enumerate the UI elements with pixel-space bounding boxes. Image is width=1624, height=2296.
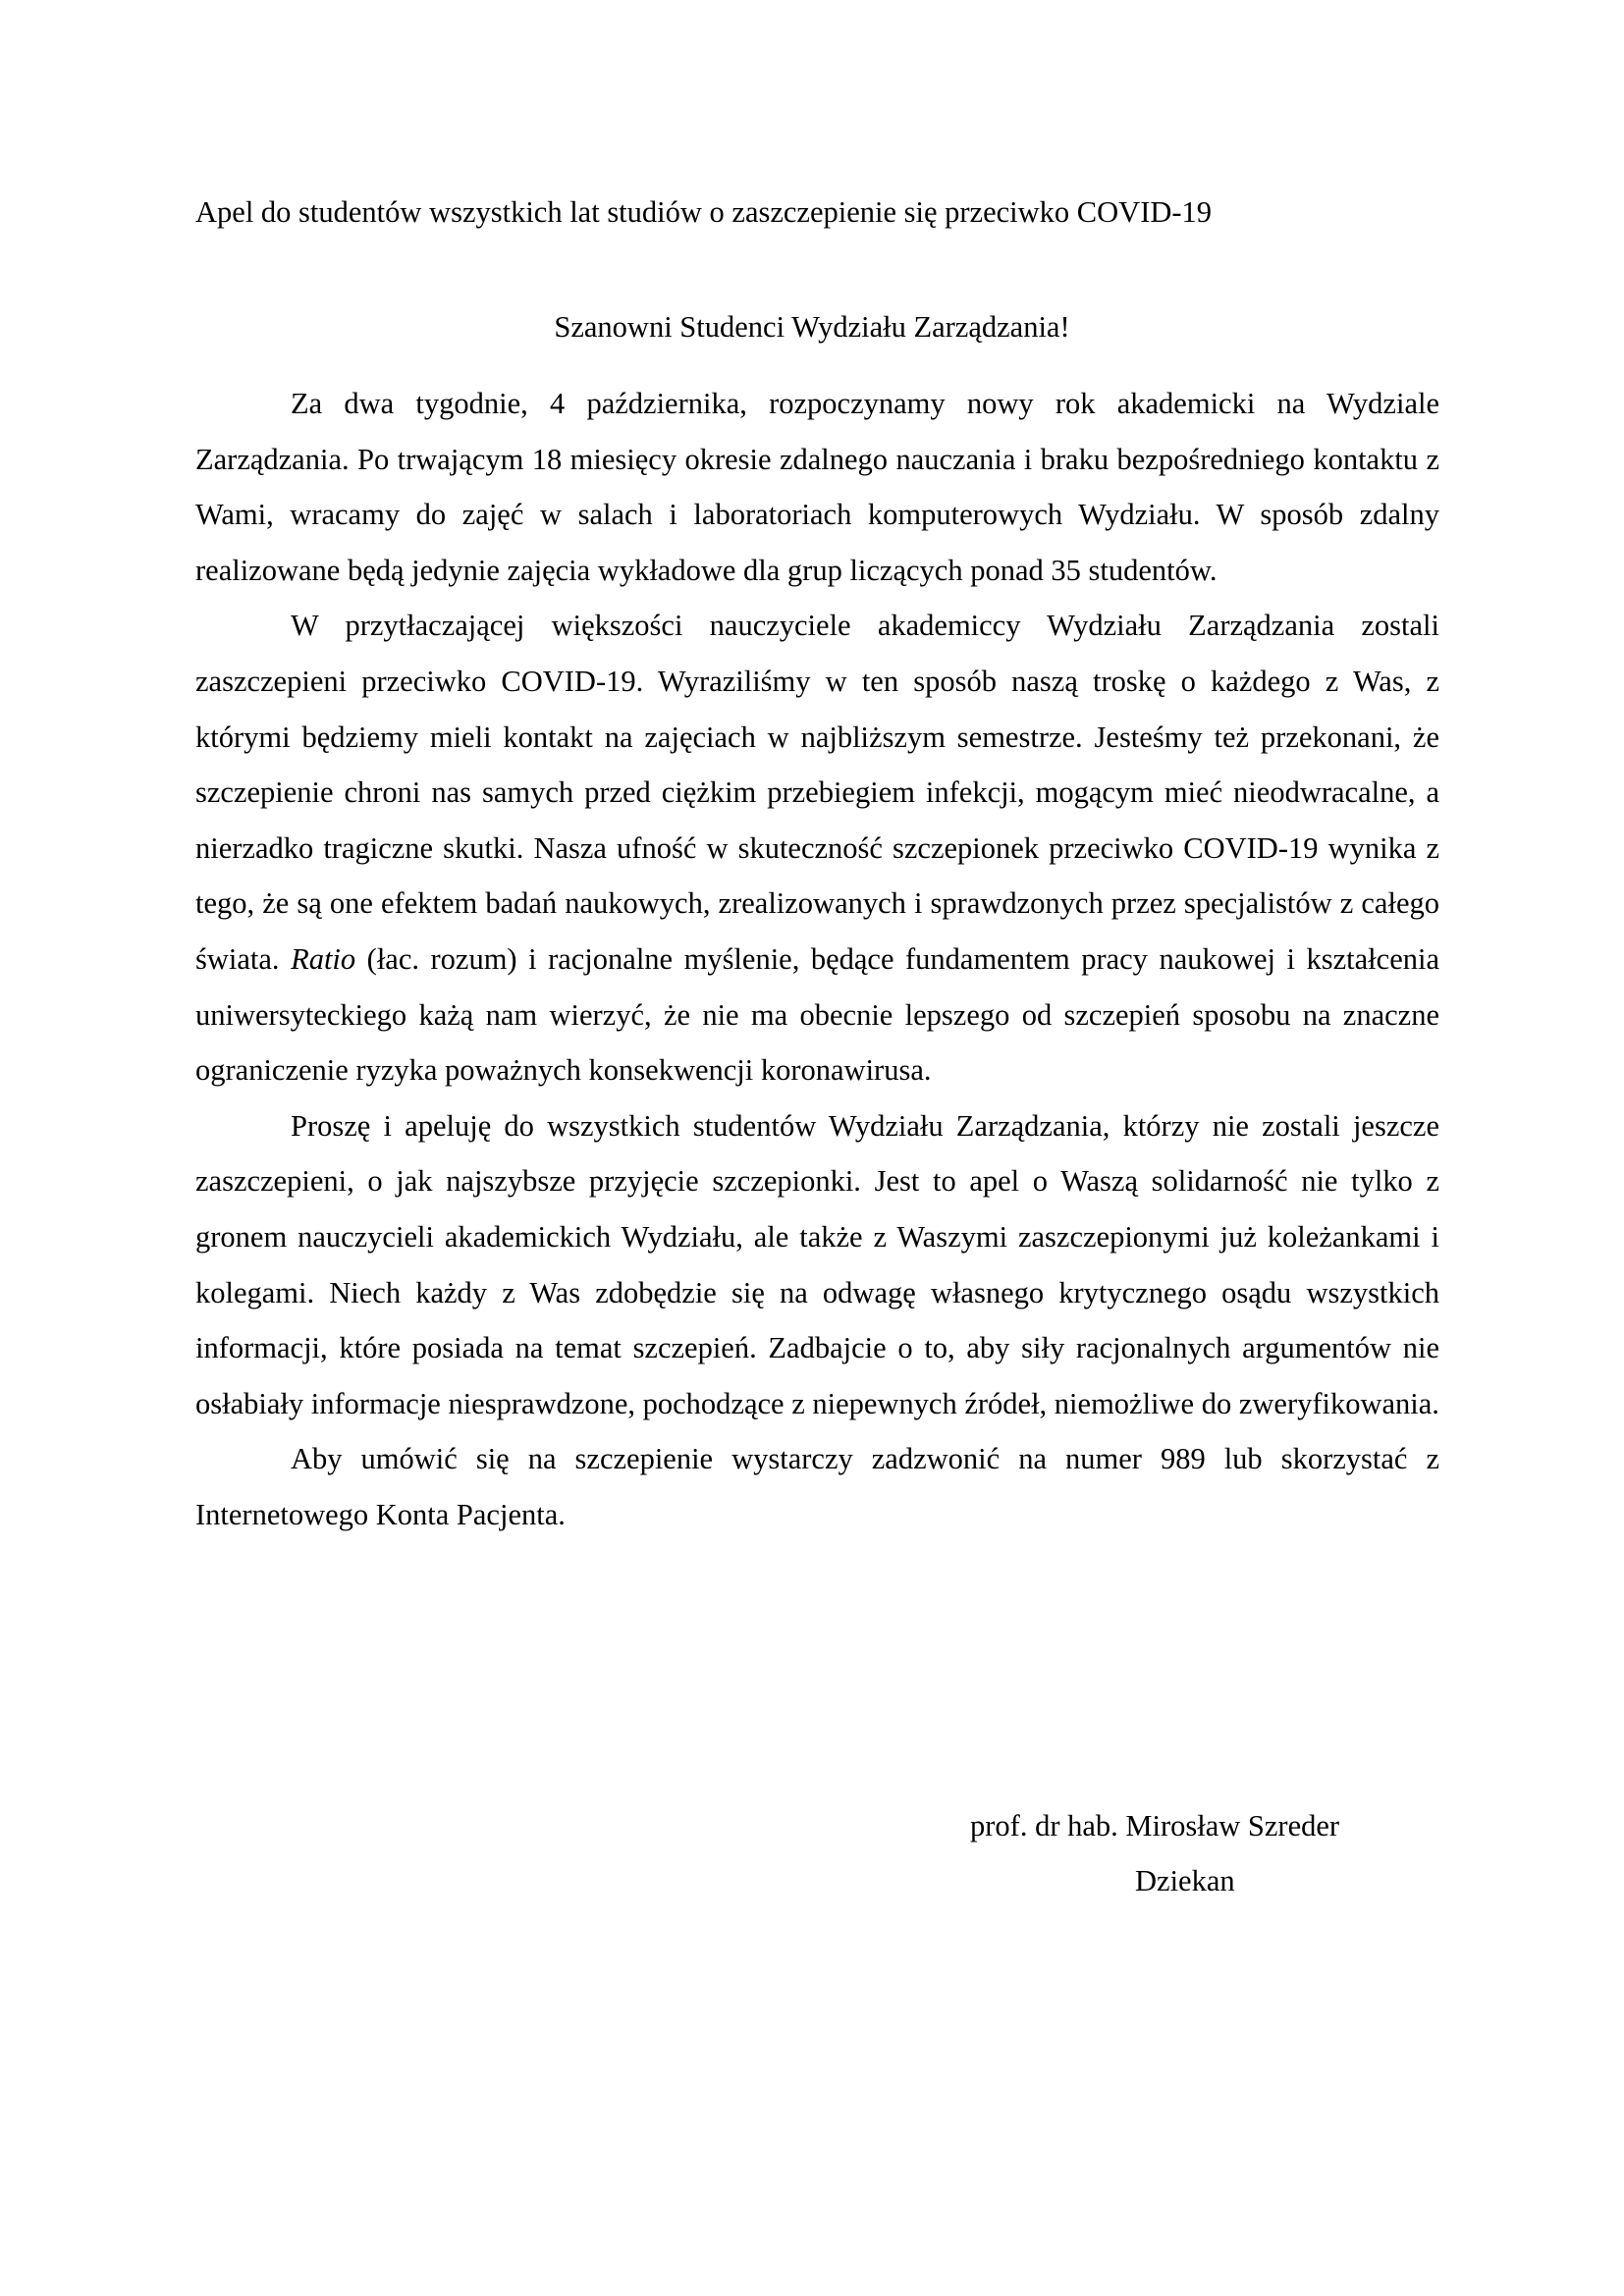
paragraph-4: Aby umówić się na szczepienie wystarczy zadzwonić na numer 989 lub skorzystać z Internetowego Konta Pacjenta. [195,1442,1439,1531]
paragraph-1: Za dwa tygodnie, 4 października, rozpoczynamy nowy rok akademicki na Wydziale Zarządzania. Po trwającym 18 miesięcy okresie zdalnego nauczania i braku bezpośredniego kontaktu z Wami, wracamy do zajęć w salach i laboratoriach komputerowych Wydziału. W sposób zdalny realizowane będą jedynie zajęcia wykładowe dla grup liczących ponad 35 studentów. [195,387,1439,587]
signature-role: Dziekan [1135,1864,1235,1897]
paragraph-2-part-1: W przytłaczającej większości nauczyciele akademiccy Wydziału Zarządzania zostali zaszczepieni przeciwko COVID-19. Wyraziliśmy w ten sposób naszą troskę o każdego z Was, z którymi będziemy mieli kontakt na zajęciach w najbliższym semestrze. Jesteśmy też przekonani, że szczepienie chroni nas samych przed ciężkim przebiegiem infekcji, mogącym mieć nieodwracalne, a nierzadko tragiczne skutki. Nasza ufność w skuteczność szczepionek przeciwko COVID-19 wynika z tego, że są one efektem badań naukowych, zrealizowanych i sprawdzonych przez specjalistów z całego świata. [195,609,1439,976]
signature-name: prof. dr hab. Mirosław Szreder [970,1809,1340,1842]
paragraph-2-part-2: (łac. rozum) i racjonalne myślenie, będące fundamentem pracy naukowej i kształcenia uniwersyteckiego każą nam wierzyć, że nie ma obecnie lepszego od szczepień sposobu na znaczne ograniczenie ryzyka poważnych konsekwencji koronawirusa. [195,941,1439,1088]
paragraph-3: Proszę i apeluję do wszystkich studentów Wydziału Zarządzania, którzy nie zostali jeszcze zaszczepieni, o jak najszybsze przyjęcie szczepionki. Jest to apel o Waszą solidarność nie tylko z gronem nauczycieli akademickich Wydziału, ale także z Waszymi zaszczepionymi już koleżankami i kolegami. Niech każdy z Was zdobędzie się na odwagę własnego krytycznego osądu wszystkich informacji, które posiada na temat szczepień. Zadbajcie o to, aby siły racjonalnych argumentów nie osłabiały informacje niesprawdzone, pochodzące z niepewnych źródeł, niemożliwe do zweryfikowania. [195,1108,1439,1420]
document-title: Apel do studentów wszystkich lat studiów o zaszczepienie się przeciwko COVID-19 [195,195,1213,229]
paragraph-2 [195,598,1439,1097]
italic-term-ratio: Ratio [291,941,356,976]
greeting: Szanowni Studenci Wydziału Zarządzania! [554,310,1070,344]
letter-body [195,376,1439,1542]
